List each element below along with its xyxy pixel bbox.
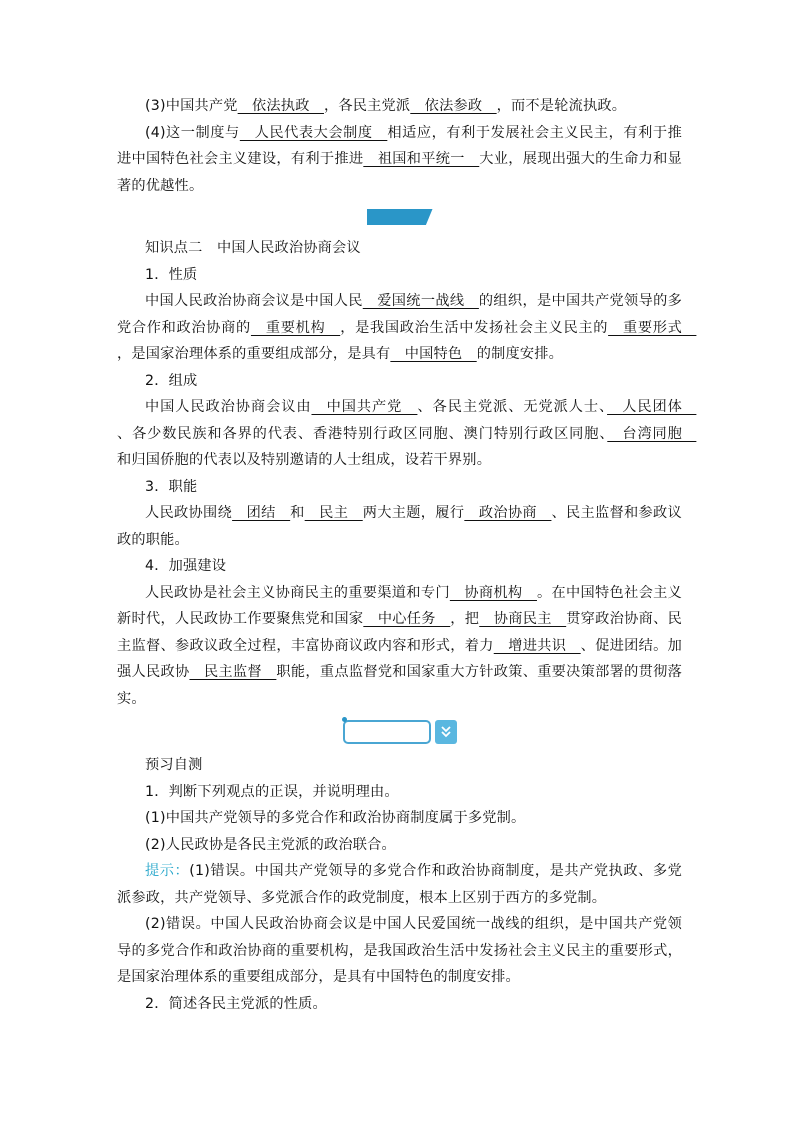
- blank-answer: 重要形式: [608, 319, 697, 336]
- subsection-title-function: 3．职能: [145, 478, 198, 495]
- question-1: 1．判断下列观点的正误，并说明理由。: [145, 783, 399, 800]
- blank-answer: 祖国和平统一: [363, 151, 480, 167]
- blank-answer: 团结: [232, 505, 291, 521]
- blank-answer: 中国特色: [390, 346, 477, 362]
- subsection-title-nature: 1．性质: [145, 266, 198, 283]
- text: (4)这一制度与: [145, 124, 240, 141]
- answer-2: (2)错误。中国人民政治协商会议是中国人民爱国统一战线的组织，是中国共产党领导的多党合作和政治协商的重要机构，是我国政治生活中发扬社会主义民主的重要形式，是国家治理体系的重要组成部分，是具有中国特色的制度安排。: [117, 916, 682, 985]
- self-test-header: [117, 712, 682, 752]
- hint-label: 提示：: [145, 863, 190, 879]
- question-1a: (1)中国共产党领导的多党合作和政治协商制度属于多党制。: [145, 810, 526, 826]
- paragraph-function: 人民政协围绕 团结 和 民主 两大主题，履行 政治协商 、民主监督和参政议政的职能。: [117, 505, 682, 548]
- blank-answer: 人民团体: [607, 399, 697, 415]
- subsection-title-building: 4．加强建设: [145, 558, 227, 574]
- text: 相适应，有利于发展社会主义民主，有利于推进中国特色社会主义建设，有利于推进: [117, 124, 682, 167]
- content: [117, 93, 697, 1017]
- text: ，而不是轮流执政。: [496, 98, 627, 114]
- subsection-title-composition: 2．组成: [145, 372, 198, 389]
- blank-answer: 台湾同胞: [607, 425, 697, 442]
- blank-answer: 依法执政: [237, 98, 324, 114]
- blank-answer: 政治协商: [464, 505, 552, 521]
- text: 大业，展现出强大的生命力和显著的优越性。: [117, 151, 682, 194]
- answer-1: 提示：(1)错误。中国共产党领导的多党合作和政治协商制度，是共产党执政、多党派参政，共产党领导、多党派合作的政党制度，根本上区别于西方的多党制。: [117, 863, 682, 906]
- section-banner: [117, 199, 682, 235]
- blank-answer: 增进共识: [493, 637, 581, 654]
- blank-answer: 依法参政: [410, 98, 497, 114]
- blank-answer: 中国共产党: [311, 399, 418, 415]
- paragraph-4: [117, 120, 682, 200]
- question-2: 2．简述各民主党派的性质。: [145, 995, 327, 1012]
- text: (3)中国共产党: [145, 98, 238, 114]
- blank-answer: 爱国统一战线: [362, 293, 479, 309]
- blank-answer: 协商机构: [449, 584, 537, 601]
- blank-answer: 民主监督: [189, 664, 277, 680]
- paragraph-building: 人民政协是社会主义协商民主的重要渠道和专门 协商机构 。在中国特色社会主义新时代，人民政协工作要聚焦党和国家 中心任务 ，把 协商民主 贯穿政治协商、民主监督、参政议政全过程，丰富协商议政内容和形式，着力 增进共识 、促进团结。加强人民政协 民主监督 职能，重点监督党和国家重大方针政策、重要决策部署的贯彻落实。: [117, 584, 683, 707]
- knowledge-title: 知识点二 中国人民政治协商会议: [145, 240, 361, 256]
- blank-answer: 中心任务: [363, 611, 451, 627]
- self-test-title: 预习自测: [145, 757, 203, 773]
- blank-answer: 人民代表大会制度: [239, 124, 388, 141]
- paragraph-3: [117, 93, 682, 120]
- text: ，各民主党派: [323, 98, 411, 114]
- double-chevron-down-icon: [440, 725, 452, 739]
- paragraph-composition: 中国人民政治协商会议由 中国共产党 、各民主党派、无党派人士、 人民团体 、各少数民族和各界的代表、香港特别行政区同胞、澳门特别行政区同胞、 台湾同胞 和归国侨胞的代表以及特别邀请的人士组成，设若干界别。: [117, 399, 697, 468]
- question-1b: (2)人民政协是各民主党派的政治联合。: [145, 836, 396, 853]
- blank-answer: 重要机构: [250, 319, 341, 336]
- section-label-box: [343, 720, 431, 744]
- paragraph-nature: 中国人民政治协商会议是中国人民 爱国统一战线 的组织，是中国共产党领导的多党合作和政治协商的 重要机构 ，是我国政治生活中发扬社会主义民主的 重要形式 ，是国家治理体系的重要组成部分，是具有 中国特色 的制度安排。: [117, 293, 697, 362]
- blank-answer: 民主: [304, 505, 363, 521]
- blank-answer: 协商民主: [479, 611, 567, 627]
- section-banner-icon: [367, 209, 433, 225]
- double-chevron-down-icon[interactable]: [435, 720, 457, 744]
